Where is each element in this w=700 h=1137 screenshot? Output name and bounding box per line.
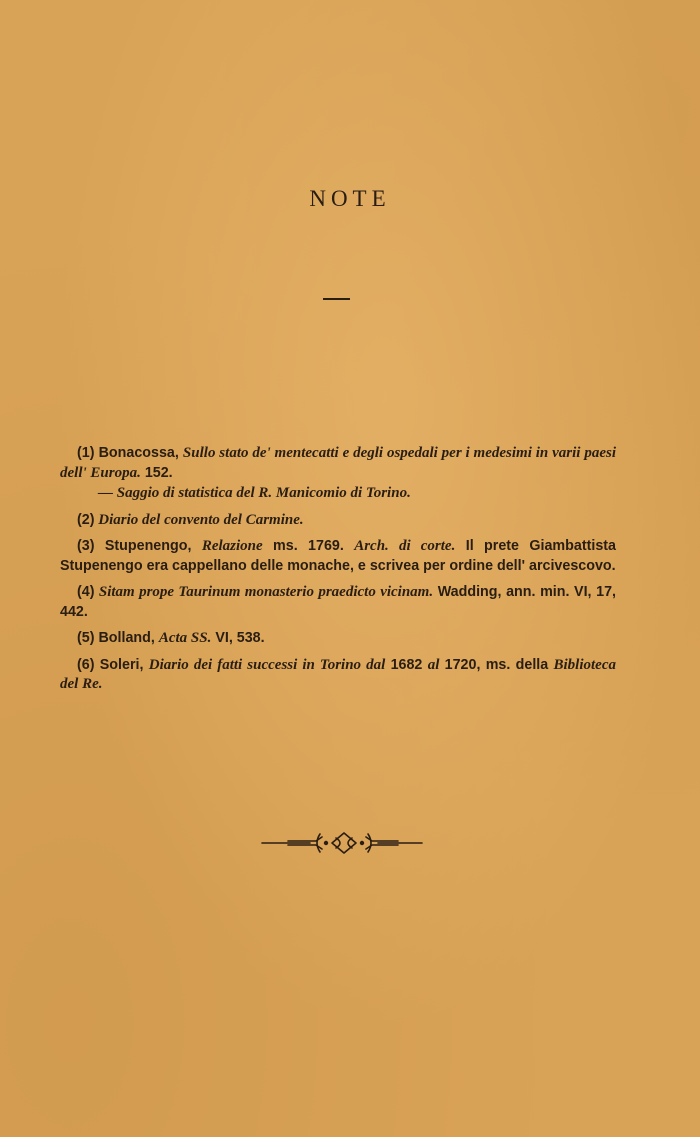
ornament-divider-icon (258, 826, 426, 860)
note-text: Bonacossa, (94, 445, 183, 461)
note-text: Bolland, (94, 630, 159, 646)
note-title-italic: Diario del convento del Carmine. (94, 511, 304, 528)
note-3 (60, 537, 616, 576)
note-number: (3) (77, 538, 95, 554)
note-text: ms. 1769. (262, 538, 355, 554)
note-text: 1682 (385, 656, 428, 673)
note-title-italic: Biblioteca del Re. (60, 656, 616, 692)
note-title-italic: Relazione (201, 538, 263, 554)
note-title-italic: — Saggio di statistica del R. Manicomio di Torino. (98, 485, 411, 501)
note-text: Soleri, (94, 656, 149, 673)
note-title-italic: al (427, 656, 440, 673)
note-title-italic: Acta SS. (158, 630, 212, 646)
note-title-italic: Arch. di corte. (354, 538, 456, 554)
note-5 (60, 629, 616, 649)
note-title-italic: Diario dei fatti successi in Torino dal (148, 656, 386, 673)
title-rule (323, 298, 350, 300)
note-1 (60, 444, 616, 483)
note-number: (1) (77, 445, 95, 461)
note-number: (2) (77, 511, 95, 528)
note-number: (5) (77, 630, 95, 646)
notes-list (60, 444, 616, 702)
note-number: (6) (77, 656, 95, 673)
note-number: (4) (77, 584, 95, 600)
note-2 (60, 511, 616, 531)
note-6 (60, 656, 616, 695)
note-4 (60, 583, 616, 622)
note-text: 152. (140, 464, 173, 481)
note-1-continuation (60, 484, 616, 504)
note-text: VI, 538. (211, 630, 265, 646)
page-title: NOTE (309, 186, 391, 211)
note-title-italic: Sitam prope Taurinum monasterio praedicto vicinam. (94, 584, 434, 600)
note-title-italic: Sullo stato de' mentecatti e degli ospedali per i medesimi in varii paesi dell' Europa. (60, 445, 616, 481)
note-text: Wadding, ann. min. VI, 17, 442. (60, 584, 616, 620)
note-text: Il prete Giambattista Stupenengo era cappellano delle monache, e scrivea per ordine dell' arcivescovo. (60, 538, 616, 574)
note-text: Stupenengo, (94, 538, 202, 554)
note-text: 1720, ms. della (439, 656, 554, 673)
